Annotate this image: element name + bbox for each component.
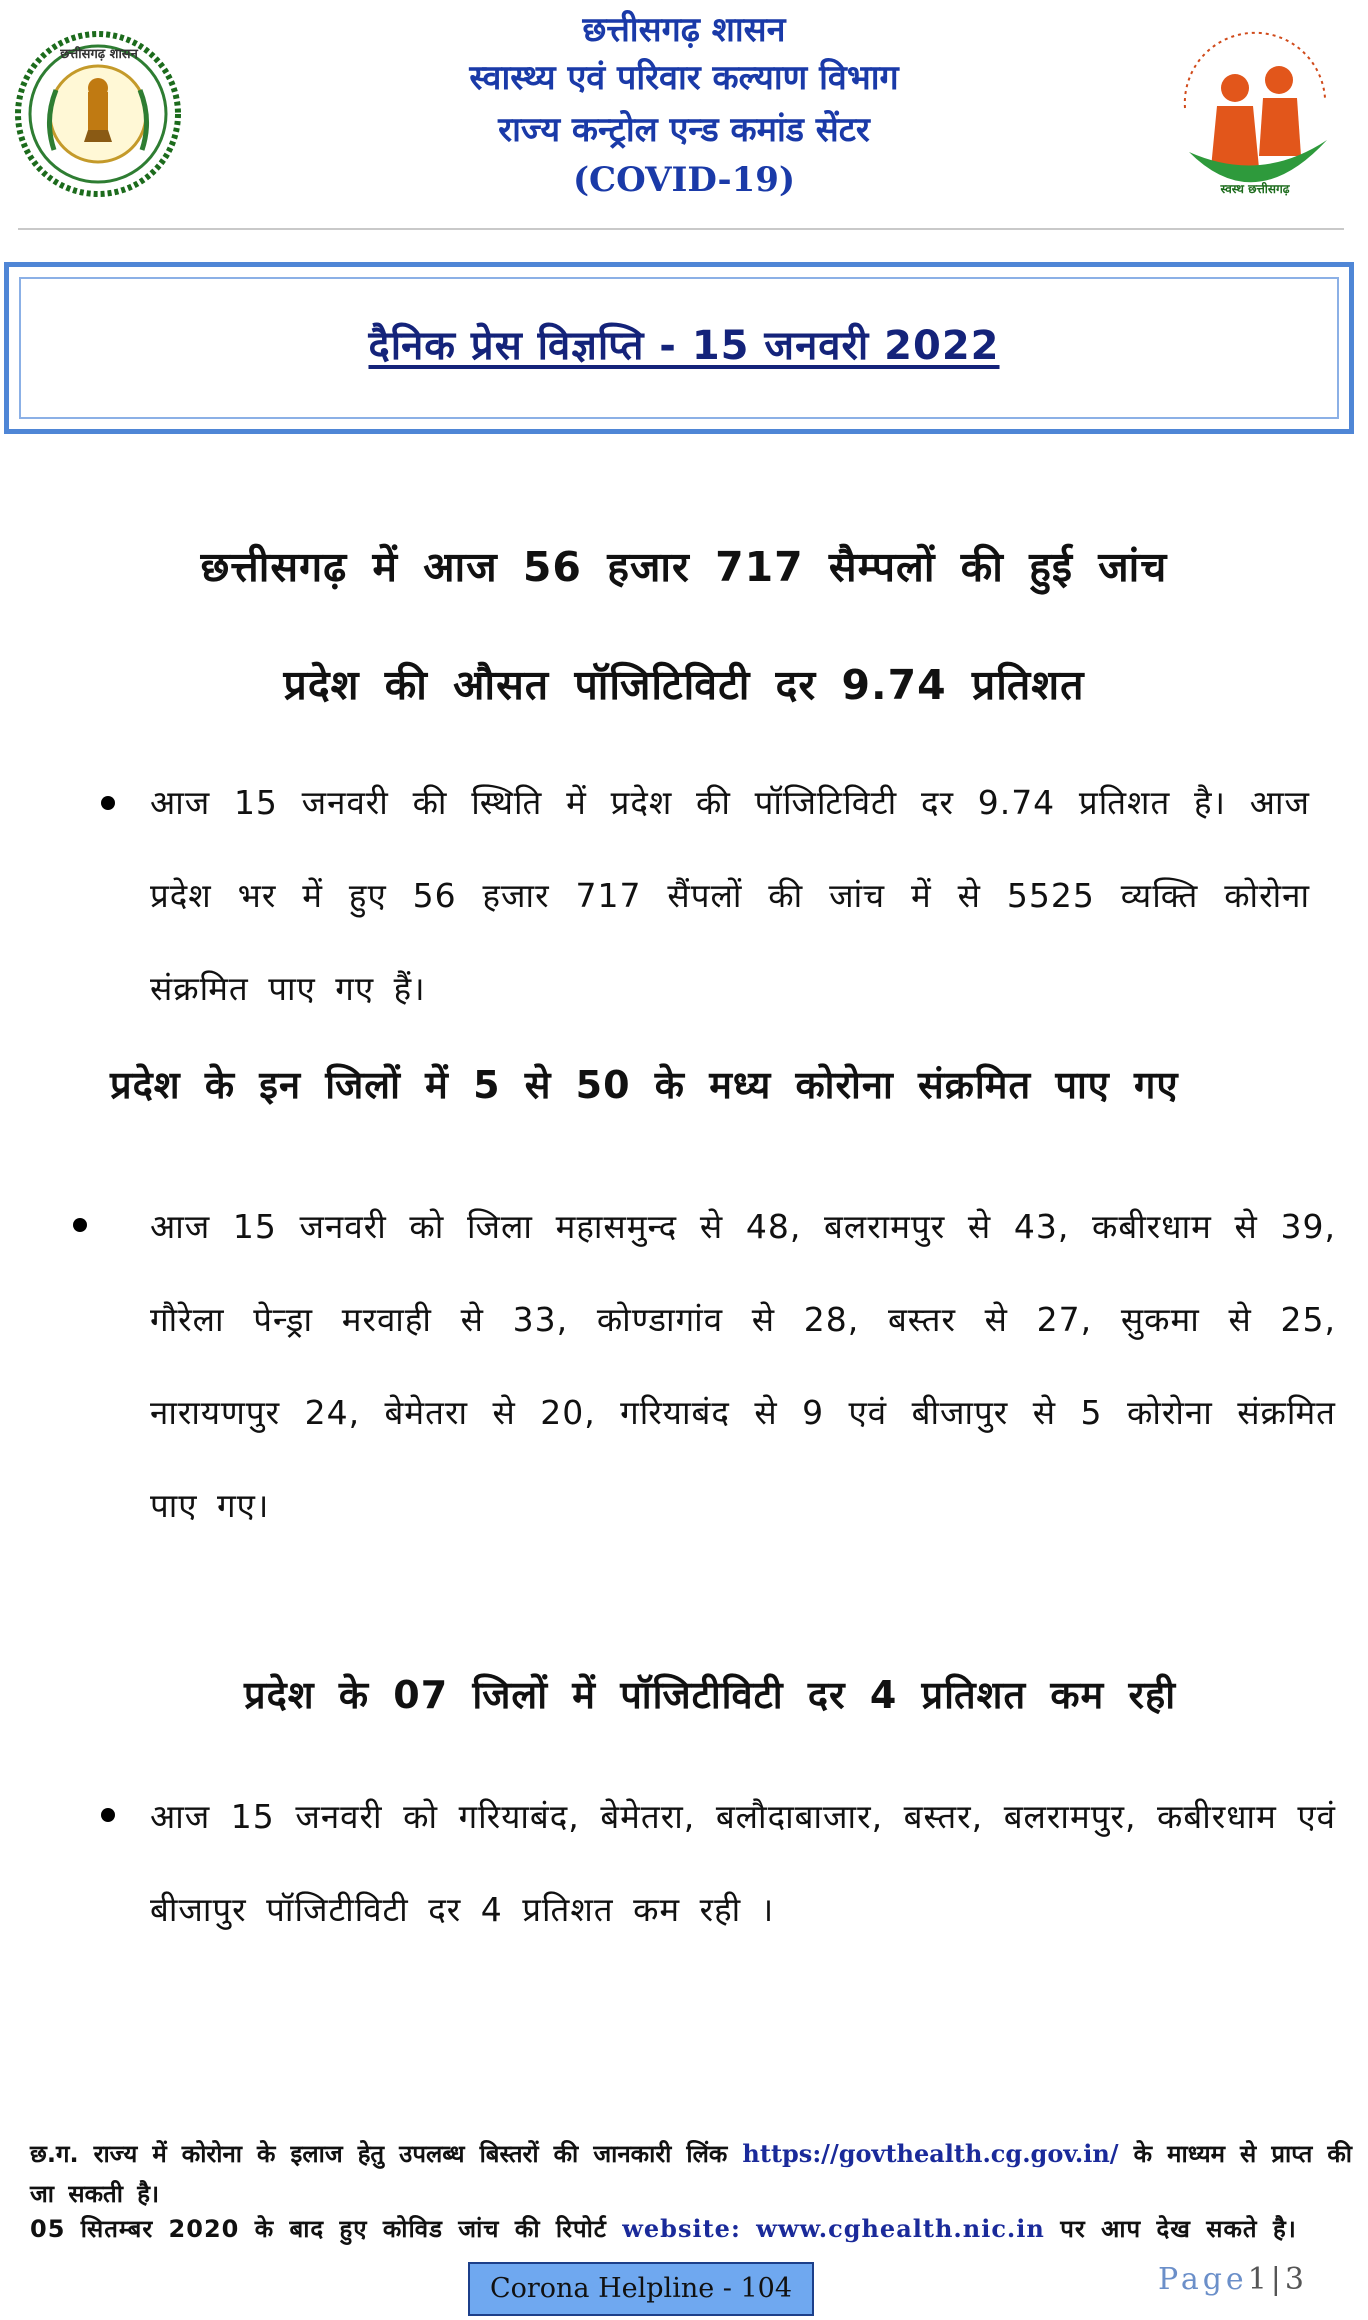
page-label: Page xyxy=(1158,2262,1248,2297)
bullet-marker xyxy=(101,796,115,810)
headline-samples: छत्तीसगढ़ में आज 56 हजार 717 सैम्पलों की हुई जांच xyxy=(200,543,1168,591)
header-divider xyxy=(18,228,1344,230)
subhead-districts-5-50: प्रदेश के इन जिलों में 5 से 50 के मध्य कोरोना संक्रमित पाए गए xyxy=(110,1063,1179,1107)
cghealth-link[interactable]: website: www.cghealth.nic.in xyxy=(622,2214,1045,2243)
para-positivity-rate: आज 15 जनवरी की स्थिति में प्रदेश की पॉजिटिविटी दर 9.74 प्रतिशत है। आज प्रदेश भर में हुए 56 हजार 717 सैंपलों की जांच में से 5525 व्यक्ति कोरोना संक्रमित पाए गए हैं। xyxy=(150,783,1310,1008)
footer-bed-tail: के माध्यम से प्राप्त की जा सकती है। xyxy=(30,2140,1352,2208)
subhead-low-positivity: प्रदेश के 07 जिलों में पॉजिटीविटी दर 4 प्रतिशत कम रही xyxy=(244,1673,1177,1717)
logo-caption: स्वस्थ छत्तीसगढ़ xyxy=(1220,182,1290,196)
footer-bed-info xyxy=(30,2134,1352,2214)
page-number: Page1|3 xyxy=(1158,2262,1308,2297)
footer-report-tail: पर आप देख सकते है। xyxy=(1060,2215,1297,2243)
helpline-box: Corona Helpline - 104 xyxy=(468,2262,814,2316)
govthealth-link[interactable]: https://govthealth.cg.gov.in/ xyxy=(742,2139,1119,2168)
header-line-govt: छत्तीसगढ़ शासन xyxy=(582,10,786,50)
header-line-covid: (COVID-19) xyxy=(572,160,796,200)
header-line-dept: स्वास्थ्य एवं परिवार कल्याण विभाग xyxy=(469,58,899,98)
page-current: 1 xyxy=(1247,2262,1271,2297)
header-line-center: राज्य कन्ट्रोल एन्ड कमांड सेंटर xyxy=(498,110,870,150)
headline-positivity: प्रदेश की औसत पॉजिटिविटी दर 9.74 प्रतिशत xyxy=(283,661,1085,709)
para-district-cases: आज 15 जनवरी को जिला महासमुन्द से 48, बलरामपुर से 43, कबीरधाम से 39, गौरेला पेन्ड्रा मरवाही से 33, कोण्डागांव से 28, बस्तर से 27, सुकमा से 25, नारायणपुर 24, बेमेतरा से 20, गरियाबंद से 9 एवं बीजापुर से 5 कोरोना संक्रमित पाए गए। xyxy=(150,1207,1336,1525)
para-low-positivity-districts: आज 15 जनवरी को गरियाबंद, बेमेतरा, बलौदाबाजार, बस्तर, बलरामपुर, कबीरधाम एवं बीजापुर पॉजिटीविटी दर 4 प्रतिशत कम रही । xyxy=(150,1797,1336,1929)
footer-report-info xyxy=(30,2212,1352,2245)
bullet-marker xyxy=(101,1808,115,1822)
emblem-ring-text: छत्तीसगढ़ शासन xyxy=(60,47,138,62)
page-total: 3 xyxy=(1284,2262,1308,2297)
bullet-marker xyxy=(73,1218,87,1232)
footer-report-text: 05 सितम्बर 2020 के बाद हुए कोविड जांच की रिपोर्ट xyxy=(30,2215,607,2243)
footer-bed-text: छ.ग. राज्य में कोरोना के इलाज हेतु उपलब्ध बिस्तरों की जानकारी लिंक xyxy=(30,2140,728,2168)
press-release-title: दैनिक प्रेस विज्ञप्ति - 15 जनवरी 2022 xyxy=(368,323,1000,369)
